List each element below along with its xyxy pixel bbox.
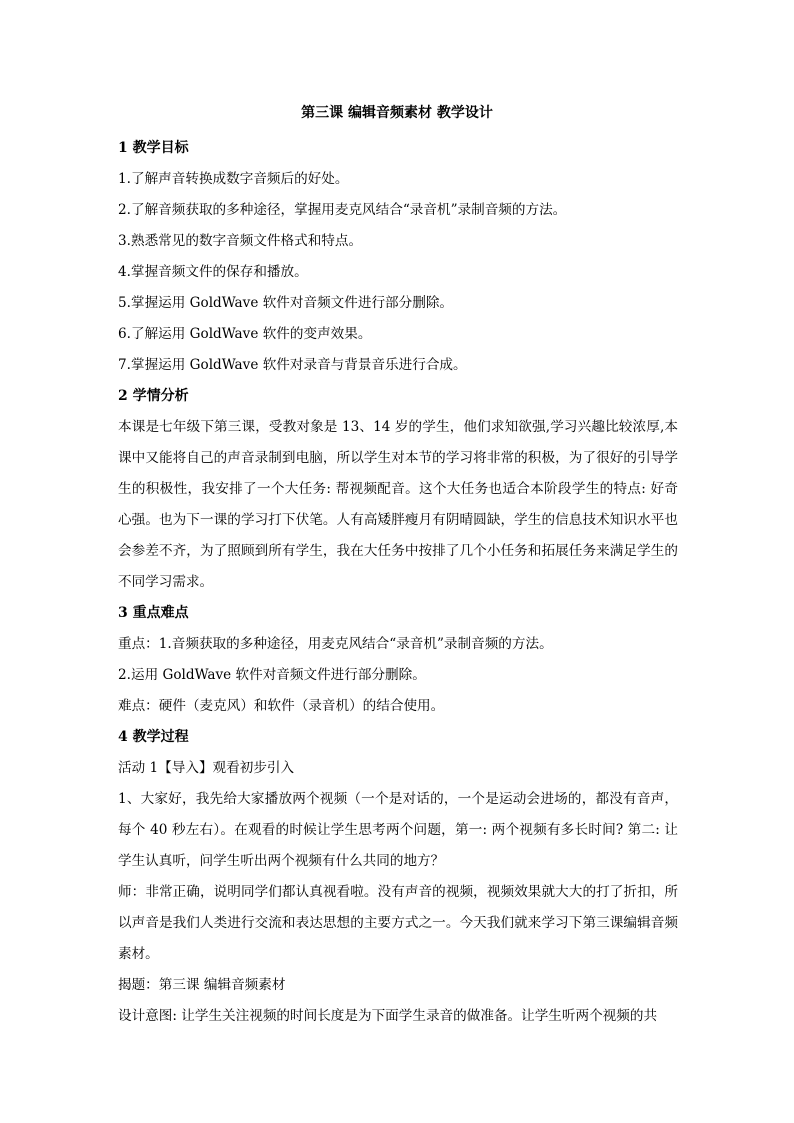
section-heading-keypoints: 3 重点难点 <box>118 605 189 621</box>
process-paragraph: 揭题：第三课 编辑音频素材 <box>118 977 286 993</box>
objective-item: 2.了解音频获取的多种途径，掌握用麦克风结合“录音机”录制音频的方法。 <box>118 202 567 218</box>
objective-item: 3.熟悉常见的数字音频文件格式和特点。 <box>118 233 363 249</box>
keypoint-item: 难点：硬件（麦克风）和软件（录音机）的结合使用。 <box>118 698 445 714</box>
process-paragraph: 师：非常正确，说明同学们都认真视看啦。没有声音的视频，视频效果就大大的打了折扣，所以声音是我们人类进行交流和表达思想的主要方式之一。今天我们就来学习下第三课编辑音频素材。 <box>118 884 678 962</box>
section-heading-objectives: 1 教学目标 <box>118 140 189 156</box>
objective-item: 4.掌握音频文件的保存和播放。 <box>118 264 308 280</box>
activity-title: 活动 1【导入】观看初步引入 <box>118 760 295 776</box>
objective-item: 7.掌握运用 GoldWave 软件对录音与背景音乐进行合成。 <box>118 357 467 373</box>
keypoint-item: 2.运用 GoldWave 软件对音频文件进行部分删除。 <box>118 667 426 683</box>
document-title: 第三课 编辑音频素材 教学设计 <box>301 105 493 121</box>
document-body <box>118 133 678 1032</box>
objective-item: 5.掌握运用 GoldWave 软件对音频文件进行部分删除。 <box>118 295 454 311</box>
objective-item: 1.了解声音转换成数字音频后的好处。 <box>118 171 349 187</box>
section-heading-process: 4 教学过程 <box>118 729 189 745</box>
objective-item: 6.了解运用 GoldWave 软件的变声效果。 <box>118 326 372 342</box>
analysis-paragraph: 本课是七年级下第三课，受教对象是 13、14 岁的学生，他们求知欲强,学习兴趣比较浓厚,本课中又能将自己的声音录制到电脑，所以学生对本节的学习将非常的积极，为了很好的引导学生的积极性，我安排了一个大任务: 帮视频配音。这个大任务也适合本阶段学生的特点: 好奇心强。也为下一课的学习打下伏笔。人有高矮胖瘦月有阴晴圆缺，学生的信息技术知识水平也会参差不齐，为了照顾到所有学生，我在大任务中按排了几个小任务和拓展任务来满足学生的不同学习需求。 <box>118 419 678 590</box>
process-paragraph: 设计意图: 让学生关注视频的时间长度是为下面学生录音的做准备。让学生听两个视频的共 <box>118 1008 658 1024</box>
section-heading-analysis: 2 学情分析 <box>118 388 189 404</box>
process-paragraph: 1、大家好，我先给大家播放两个视频（一个是对话的，一个是运动会进场的，都没有音声，每个 40 秒左右）。在观看的时候让学生思考两个问题，第一: 两个视频有多长时间? 第二: 让学生认真听，问学生听出两个视频有什么共同的地方？ <box>118 791 678 869</box>
keypoint-item: 重点：1.音频获取的多种途径，用麦克风结合“录音机”录制音频的方法。 <box>118 636 553 652</box>
